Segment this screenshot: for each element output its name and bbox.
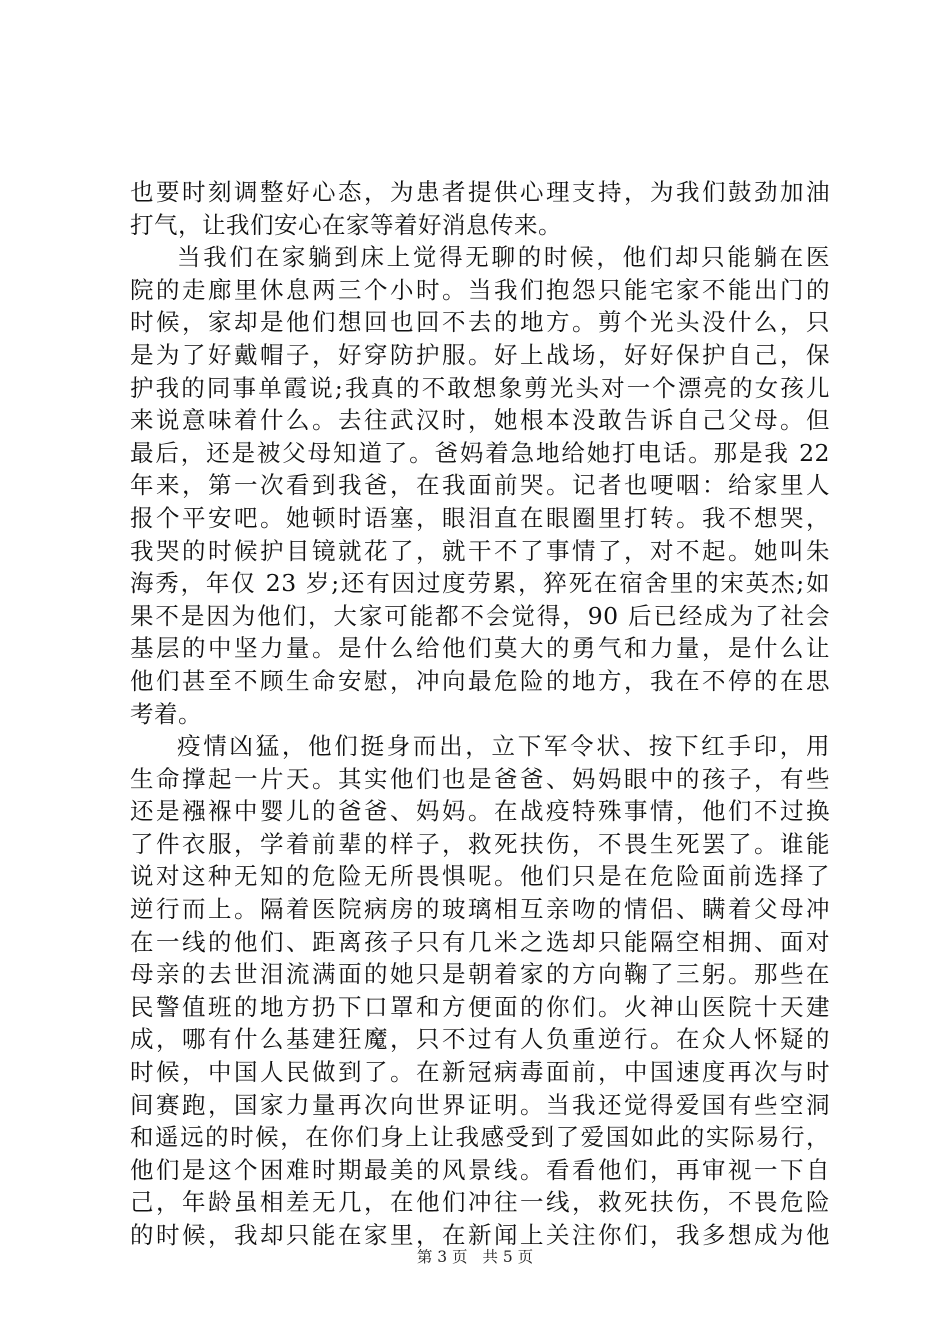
text-line: 成，哪有什么基建狂魔，只不过有人负重逆行。在众人怀疑的 [130,1025,830,1054]
text-line: 最后，还是被父母知道了。爸妈着急地给她打电话。那是我 22 [130,438,830,467]
text-line: 母亲的去世泪流满面的她只是朝着家的方向鞠了三躬。那些在 [130,960,830,989]
text-line: 说对这种无知的危险无所畏惧呢。他们只是在危险面前选择了 [130,862,830,891]
text-line: 果不是因为他们，大家可能都不会觉得，90 后已经成为了社会 [130,601,830,630]
text-line: 也要时刻调整好心态，为患者提供心理支持，为我们鼓劲加油 [130,178,830,206]
text-line: 民警值班的地方扔下口罩和方便面的你们。火神山医院十天建 [130,992,830,1021]
text-line: 年来，第一次看到我爸，在我面前哭。记者也哽咽：给家里人 [130,471,830,500]
text-line: 了件衣服，学着前辈的样子，救死扶伤，不畏生死罢了。谁能 [130,829,830,858]
page-number: 第 3 页 [416,1248,468,1266]
text-line: 院的走廊里休息两三个小时。当我们抱怨只能宅家不能出门的 [130,275,830,304]
text-line: 他们是这个困难时期最美的风景线。看看他们，再审视一下自 [130,1155,830,1184]
text-line: 海秀，年仅 23 岁;还有因过度劳累，猝死在宿舍里的宋英杰;如 [130,569,830,598]
text-line: 逆行而上。隔着医院病房的玻璃相互亲吻的情侣、瞒着父母冲 [130,895,830,924]
text-line: 间赛跑，国家力量再次向世界证明。当我还觉得爱国有些空洞 [130,1090,830,1119]
text-line: 时候，家却是他们想回也回不去的地方。剪个光头没什么，只 [130,308,830,337]
text-line: 的时候，我却只能在家里，在新闻上关注你们，我多想成为他 [130,1221,830,1249]
text-line: 考着。 [130,699,202,728]
text-line: 和遥远的时候，在你们身上让我感受到了爱国如此的实际易行， [130,1123,830,1152]
text-line: 报个平安吧。她顿时语塞，眼泪直在眼圈里打转。我不想哭， [130,503,830,532]
text-line: 是为了好戴帽子，好穿防护服。好上战场，好好保护自己，保 [130,340,830,369]
text-line: 基层的中坚力量。是什么给他们莫大的勇气和力量，是什么让 [130,634,830,663]
body-text [130,176,830,1252]
page-total: 共 5 页 [482,1248,534,1266]
text-line: 生命撑起一片天。其实他们也是爸爸、妈妈眼中的孩子，有些 [130,764,830,793]
text-line: 时候，中国人民做到了。在新冠病毒面前，中国速度再次与时 [130,1058,830,1087]
text-line: 来说意味着什么。去往武汉时，她根本没敢告诉自己父母。但 [130,406,830,435]
text-line: 他们甚至不顾生命安慰，冲向最危险的地方，我在不停的在思 [130,666,830,695]
text-line: 还是襁褓中婴儿的爸爸、妈妈。在战疫特殊事情，他们不过换 [130,797,830,826]
text-line: 护我的同事单霞说;我真的不敢想象剪光头对一个漂亮的女孩儿 [130,373,830,402]
text-line: 我哭的时候护目镜就花了，就干不了事情了，对不起。她叫朱 [130,536,830,565]
text-line: 疫情凶猛，他们挺身而出，立下军令状、按下红手印，用 [177,732,830,761]
text-line: 打气，让我们安心在家等着好消息传来。 [130,210,562,239]
page-footer [0,1245,950,1267]
text-line: 在一线的他们、距离孩子只有几米之选却只能隔空相拥、面对 [130,927,830,956]
text-line: 当我们在家躺到床上觉得无聊的时候，他们却只能躺在医 [177,243,830,272]
text-line: 己，年龄虽相差无几，在他们冲往一线，救死扶伤，不畏危险 [130,1188,830,1217]
